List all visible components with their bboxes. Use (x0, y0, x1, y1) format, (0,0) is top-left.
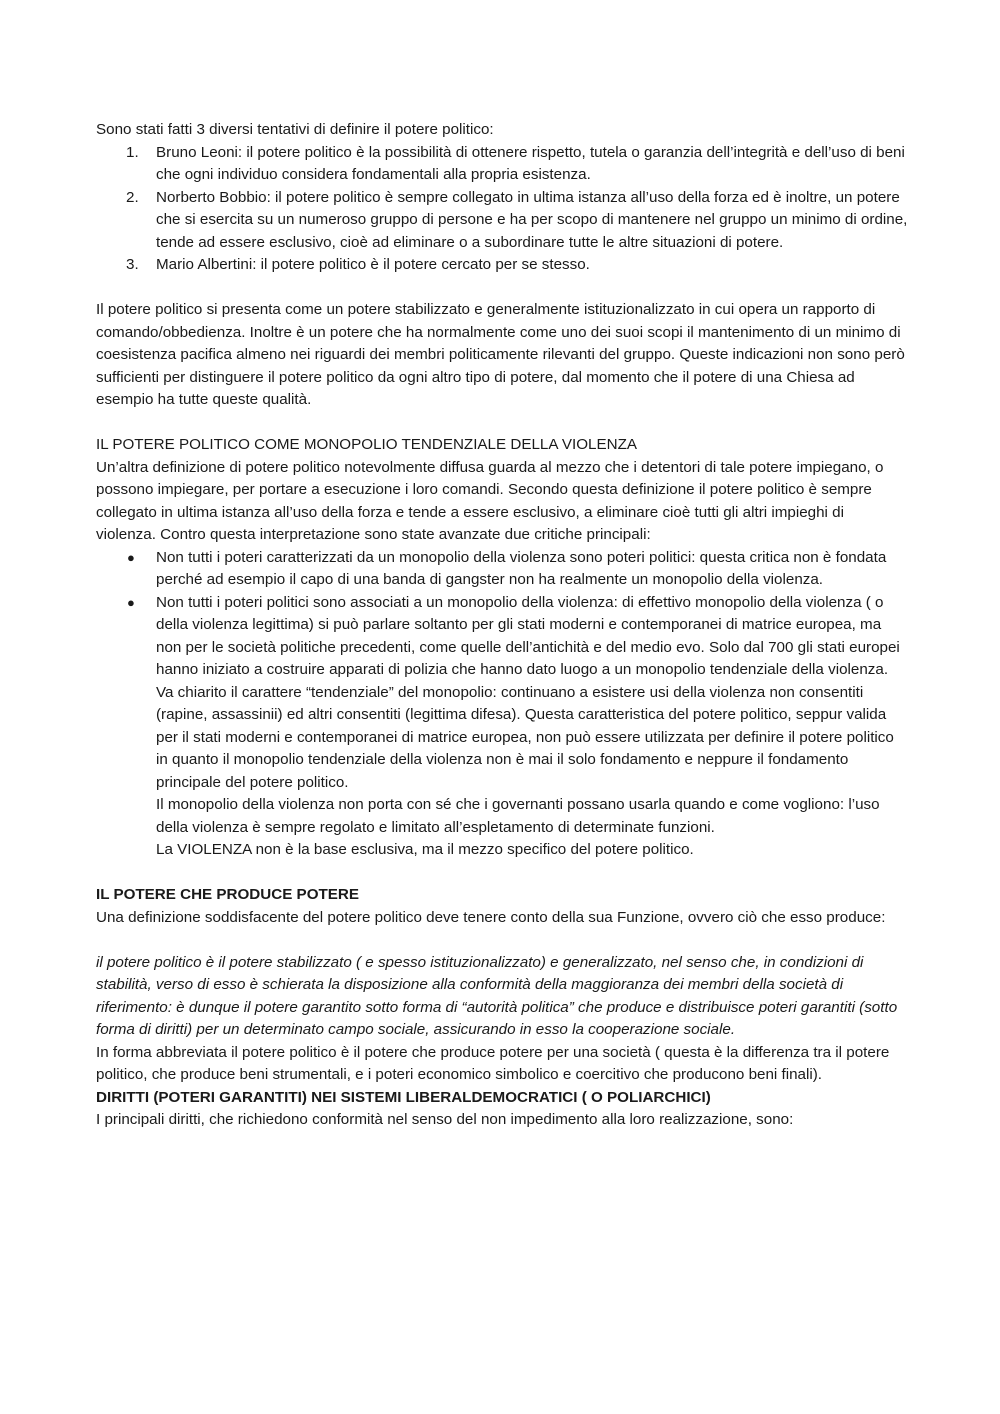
list-item-text: Non tutti i poteri caratterizzati da un monopolio della violenza sono poteri politici: questa critica non è fondata perché ad esempio il capo di una banda di gangster non ha realmente un monopolio della violenza. (156, 548, 887, 588)
definitions-list (96, 142, 908, 277)
list-number: 1. (126, 143, 139, 161)
spacer (96, 277, 908, 300)
list-item-continuation: Il monopolio della violenza non porta con sé che i governanti possano usarla quando e come vogliono: l’uso della violenza è sempre regolato e limitato all’espletamento di determinate funzioni. (156, 796, 880, 836)
spacer (96, 929, 908, 952)
list-item (96, 187, 908, 255)
intro-paragraph: Sono stati fatti 3 diversi tentativi di definire il potere politico: (96, 121, 494, 138)
list-item (96, 592, 908, 862)
list-item-continuation: La VIOLENZA non è la base esclusiva, ma il mezzo specifico del potere politico. (156, 841, 694, 858)
list-number: 2. (126, 188, 139, 206)
power-summary-paragraph: In forma abbreviata il potere politico è il potere che produce potere per una società ( questa è la differenza tra il potere politico, che produce beni strumentali, e i poteri economico simbolico e coercitivo che producono beni finali). (96, 1043, 890, 1083)
section-heading-rights: DIRITTI (POTERI GARANTITI) NEI SISTEMI LIBERALDEMOCRATICI ( O POLIARCHICI) (96, 1088, 711, 1106)
list-item (96, 547, 908, 592)
list-item (96, 142, 908, 187)
list-item (96, 254, 908, 277)
rights-intro-paragraph: I principali diritti, che richiedono conformità nel senso del non impedimento alla loro realizzazione, sono: (96, 1111, 794, 1128)
list-item-text: Bruno Leoni: il potere politico è la possibilità di ottenere rispetto, tutela o garanzia dell’integrità e dell’uso di beni che ogni individuo considera fondamentali alla propria esistenza. (156, 143, 905, 183)
spacer (96, 412, 908, 435)
monopoly-paragraph: Un’altra definizione di potere politico notevolmente diffusa guarda al mezzo che i detentori di tale potere impiegano, o possono impiegare, per portare a esecuzione i loro comandi. Secondo questa definizione il potere politico è sempre collegato in ultima istanza all’uso della forza e tende a essere esclusivo, a eliminare cioè tutti gli altri impieghi di violenza. Contro questa interpretazione sono state avanzate due critiche principali: (96, 458, 884, 543)
list-item-text: Non tutti i poteri politici sono associati a un monopolio della violenza: di effettivo monopolio della violenza ( o della violenza legittima) si può parlare soltanto per gli stati moderni e contemporanei di matrice europea, ma non per le società politiche precedenti, come quelle dell’antichità e del medio evo. Solo dal 700 gli stati europei hanno iniziato a costruire apparati di polizia che hanno dato luogo a un monopolio tendenziale della violenza. Va chiarito il carattere “tendenziale” del monopolio: continuano a esistere usi della violenza non consentiti (rapine, assassinii) ed altri consentiti (legittima difesa). Questa caratteristica del potere politico, seppur valida per il stati moderni e contemporanei di matrice europea, non può essere utilizzata per definire il potere politico in quanto il monopolio tendenziale della violenza non è mai il solo fondamento e neppure il fondamento principale del potere politico. (156, 593, 900, 791)
power-intro-paragraph: Una definizione soddisfacente del potere politico deve tenere conto della sua Funzione, ovvero ciò che esso produce: (96, 908, 886, 926)
bullet-icon: ● (127, 594, 135, 610)
list-item-text: Mario Albertini: il potere politico è il potere cercato per se stesso. (156, 256, 590, 273)
spacer (96, 862, 908, 885)
section-heading-monopoly: IL POTERE POLITICO COME MONOPOLIO TENDENZIALE DELLA VIOLENZA (96, 436, 637, 453)
bullet-icon: ● (127, 549, 135, 565)
document-page (96, 119, 908, 1132)
section-heading-power: IL POTERE CHE PRODUCE POTERE (96, 886, 360, 903)
list-number: 3. (126, 256, 139, 273)
stabilized-power-paragraph: Il potere politico si presenta come un potere stabilizzato e generalmente istituzionalizzato in cui opera un rapporto di comando/obbedienza. Inoltre è un potere che ha normalmente come uno dei suoi scopi il mantenimento di un minimo di coesistenza pacifica almeno nei riguardi dei membri politicamente rilevanti del gruppo. Queste indicazioni non sono però sufficienti per distinguere il potere politico da ogni altro tipo di potere, dal momento che il potere di una Chiesa ad esempio ha tutte queste qualità. (96, 301, 905, 408)
list-item-text: Norberto Bobbio: il potere politico è sempre collegato in ultima istanza all’uso della forza ed è inoltre, un potere che si esercita su un numeroso gruppo di persone e ha per scopo di mantenere nel gruppo un minimo di ordine, tende ad essere esclusivo, cioè ad eliminare o a subordinare tutte le altre situazioni di potere. (156, 188, 908, 251)
critiques-list (96, 547, 908, 862)
power-definition-paragraph: il potere politico è il potere stabilizzato ( e spesso istituzionalizzato) e generalizzato, nel senso che, in condizioni di stabilità, verso di esso è schierata la disposizione alla conformità della maggioranza dei membri della società di riferimento: è dunque il potere garantito sotto forma di “autorità politica” che produce e distribuisce poteri garantiti (sotto forma di diritti) per un determinato campo sociale, assicurando in esso la cooperazione sociale. (96, 953, 898, 1038)
